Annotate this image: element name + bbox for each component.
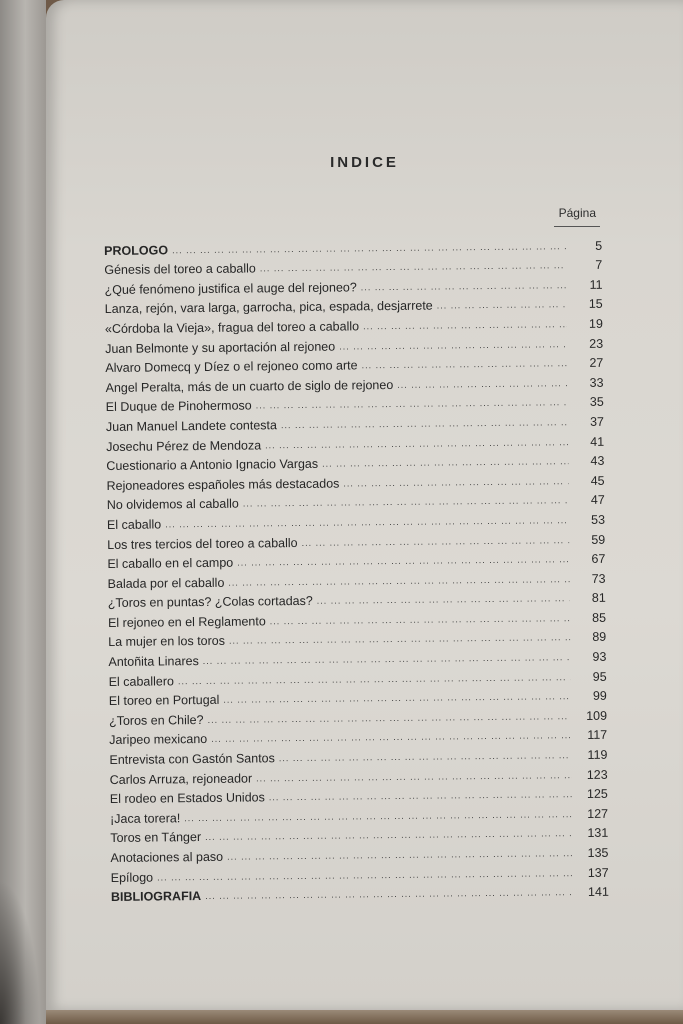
dot-leader [433,300,567,313]
toc-entry-title: Alvaro Domecq y Díez o el rejoneo como arte [105,358,358,376]
toc-entry-title: Jaripeo mexicano [109,732,208,748]
toc-entry-page: 45 [590,473,605,488]
toc-entry-page: 135 [587,845,609,860]
column-header-rule [554,226,600,227]
dot-leader [359,319,567,333]
toc-entry-title: BIBLIOGRAFIA [110,889,202,905]
toc-entry-title: PROLOGO [104,242,169,258]
toc-entry-page: 41 [590,434,605,449]
toc-entry-page: 53 [590,512,606,527]
toc-entry-page: 95 [592,669,607,684]
dot-leader [335,339,567,353]
dot-leader [393,378,567,392]
toc-entry-title: ¿Qué fenómeno justifica el auge del rejoneo? [104,280,357,297]
toc-entry-page: 15 [588,297,603,312]
toc-entry-page: 93 [592,649,607,664]
toc-entry-page: 47 [590,493,605,508]
toc-entry-title: El caballero [108,673,175,689]
dot-leader [201,887,573,903]
toc-entry-title: Los tres tercios del toreo a caballo [107,535,298,552]
book-page [46,0,683,1010]
toc-entry-title: Carlos Arruza, rejoneador [109,771,253,787]
toc-entry-title: El Duque de Pinohermoso [105,398,252,415]
toc-entry-page: 35 [589,395,604,410]
page-column-header: Página [558,206,596,220]
toc-entry-page: 85 [592,610,607,625]
toc-entry-page: 11 [589,277,603,292]
toc-entry-page: 137 [587,865,609,880]
toc-entry-title: Juan Belmonte y su aportación al rejoneo [105,339,336,356]
toc-entry-title: El caballo [106,517,162,532]
toc-entry-title: Anotaciones al paso [110,849,224,865]
toc-entry-title: El toreo en Portugal [108,693,220,709]
toc-entry-title: ¿Toros en Chile? [108,712,204,728]
toc-entry-page: 125 [586,786,608,802]
toc-entry-title: Cuestionario a Antonio Ignacio Vargas [106,456,319,474]
toc-entry-title: No olvidemos al caballo [106,496,239,513]
toc-entry-page: 127 [587,806,609,821]
toc-entry-page: 99 [592,689,607,704]
toc-entry-title: Josechu Pérez de Mendoza [106,437,262,454]
toc-entry-page: 117 [587,728,608,743]
toc-entry-title: Lanza, rejón, vara larga, garrocha, pica, espada, desjarrete [104,298,433,317]
toc-entry-title: El rodeo en Estados Unidos [109,790,265,807]
toc-entry-page: 73 [591,571,606,586]
toc-entry-title: ¿Toros en puntas? ¿Colas cortadas? [107,594,313,611]
toc-entry-title: Toros en Tánger [110,830,202,846]
toc-entry-title: Entrevista con Gastón Santos [109,751,275,768]
toc-entry-title: El caballo en el campo [107,555,234,572]
toc-entry-title: Epílogo [110,870,154,885]
toc-entry-title: Angel Peralta, más de un cuarto de siglo de rejoneo [105,377,394,395]
toc-entry-title: Juan Manuel Landete contesta [105,418,278,434]
facing-page-edge [0,0,46,1024]
toc-entry-title: Rejoneadores españoles más destacados [106,476,340,493]
page-title: INDICE [330,154,399,171]
page-shadow [0,880,40,1024]
toc-entry-page: 23 [589,336,604,351]
toc-entry-page: 27 [589,355,604,371]
toc-entry-page: 59 [591,532,606,547]
toc-entry-title: «Córdoba la Vieja», fragua del toreo a caballo [104,319,360,336]
toc-entry-page: 37 [589,414,605,429]
toc-entry-page: 33 [589,375,604,390]
toc-entry-page: 81 [591,591,606,606]
toc-entry-page: 5 [595,238,603,253]
toc-entry-page: 119 [587,747,608,762]
toc-entry-page: 123 [586,767,608,782]
toc-entry-title: Génesis del toreo a caballo [104,261,256,278]
toc-entry-page: 109 [586,708,608,723]
toc-entry-page: 131 [587,826,609,841]
toc-entry-page: 67 [591,551,606,567]
toc-entry-page: 43 [590,453,605,469]
toc-entry-page: 141 [587,884,609,900]
dot-leader [357,280,567,294]
toc-entry-title: Balada por el caballo [107,575,225,591]
table-surface [46,1010,683,1024]
toc-entry-page: 7 [595,257,603,273]
toc-entry-title: Antoñita Linares [108,654,199,670]
toc-entry-page: 19 [588,316,603,331]
toc-entry-title: El rejoneo en el Reglamento [107,614,266,630]
toc-entry-page: 89 [592,630,607,645]
toc-entry-title: ¡Jaca torera! [110,811,181,826]
dot-leader [339,476,568,490]
toc-entry-title: La mujer en los toros [108,634,226,650]
table-of-contents [104,233,609,904]
dot-leader [357,358,567,372]
